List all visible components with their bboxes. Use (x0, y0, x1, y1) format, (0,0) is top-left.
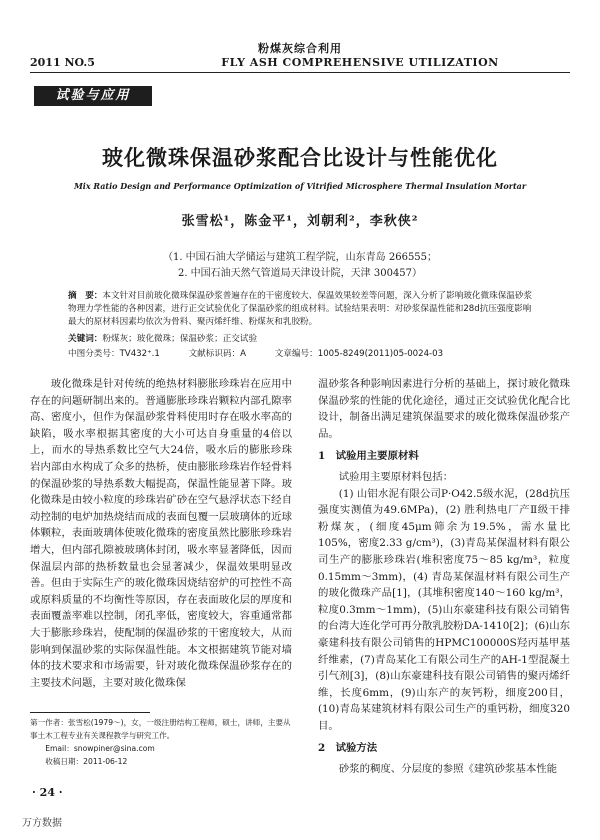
method-paragraph: 砂浆的稠度、分层度的参照《建筑砂浆基本性能 (338, 763, 557, 776)
article-meta (68, 347, 548, 359)
page-number: · 24 · (32, 786, 63, 799)
footnote-email: Email：snowpiner@sina.com (45, 744, 155, 753)
watermark: 万方数据 (22, 818, 62, 829)
section-tag: 试验与应用 (34, 86, 152, 106)
abstract-label: 摘 要： (68, 291, 103, 301)
authors: 张雪松¹，陈金平¹，刘朝利²，李秋侠² (181, 214, 419, 229)
clc-number: 中图分类号：TV432⁺.1 (68, 349, 160, 359)
keywords-text: 粉煤灰；玻化微珠；保温砂浆；正交试验 (102, 334, 258, 344)
keywords-label: 关键词： (68, 334, 103, 344)
materials-list: (1) 山铝水泥有限公司P·O42.5级水泥，(28d抗压强度实测值为49.6MPa)，(2) 胜利热电厂产Ⅱ级干排粉煤灰，(细度45μm筛余为19.5%，需水量比105%，密度2.33 g/cm³)，(3)青岛某保温材料有限公司生产的膨胀珍珠岩(堆积密度75～85 kg/m³，粒度0.15mm～3mm)，(4) 青岛某保温材料有限公司生产的玻化微珠产品[1]，(其堆积密度140～160 kg/m³，粒度0.3mm～1mm)，(5)山东豪建科技有限公司销售的台湾大连化学可再分散乳胶粉DA-1410[2]；(6)山东豪建科技有限公司销售的HPMC100000S羟丙基甲基纤维素，(7)青岛某化工有限公司生产的AH-1型混凝土引气剂[3]，(8)山东豪建科技有限公司销售的聚丙烯纤维，长度6mm，(9)山东产的灰钙粉，细度200目，(10)青岛某建筑材料有限公司生产的重钙粉，细度320目。 (318, 487, 570, 732)
footnote-received: 收稿日期：2011-06-12 (45, 757, 128, 766)
journal-title-cn: 粉煤灰综合利用 (258, 42, 342, 55)
intro-paragraph: 玻化微珠是针对传统的绝热材料膨胀珍珠岩在应用中存在的问题研制出来的。普通膨胀珍珠岩颗粒内部孔隙率高、密度小，但作为保温砂浆骨料使用时存在吸水率高的缺陷，吸水率根据其密度的大小可达自身重量的4倍以上，而水的导热系数比空气大24倍，吸水后的膨胀珍珠岩内部由水构成了众多的热桥，使由膨胀珍珠岩作轻骨料的保温砂浆的导热系数大幅提高，保温性能显著下降。玻化微珠是由较小粒度的珍珠岩矿砂在空气悬浮状态下经自动控制的电炉加热烧结而成的表面包覆一层玻璃体的近球体颗粒，表面玻璃体使玻化微珠的密度虽然比膨胀珍珠岩增大，但内部孔隙被玻璃体封闭，吸水率显著降低，因而保温层内部的热桥数量也会显著减少，保温效果明显改善。但由于实际生产的玻化微珠因烧结窑炉的可控性不高或原料质量的不均衡性等原因，存在表面玻化层的厚度和表面覆盖率难以控制，闭孔率低，密度较大，容重通常都大于膨胀珍珠岩，使配制的保温砂浆的干密度较大，从而影响到保温砂浆的实际保温性能。本文根据建筑节能对墙体的技术要求和市场需要，针对玻化微珠保温砂浆存在的主要技术问题，主要对玻化微珠保 (30, 378, 292, 689)
left-column (30, 376, 292, 691)
section-1-heading: 1 试验用主要原材料 (318, 450, 419, 463)
journal-title-en: FLY ASH COMPREHENSIVE UTILIZATION (221, 56, 499, 69)
section-2-heading: 2 试验方法 (318, 742, 378, 755)
right-column (318, 376, 570, 778)
header-rule (30, 72, 570, 73)
keywords (68, 332, 538, 344)
paper-title-en: Mix Ratio Design and Performance Optimization of Vitrified Microsphere Thermal Insulation Mortar (73, 181, 527, 191)
issue-number: 2011 NO.5 (30, 56, 95, 69)
abstract (68, 290, 538, 329)
footnote-rule (30, 712, 150, 713)
affiliation-1: （1. 中国石油大学储运与建筑工程学院，山东青岛 266555； (162, 252, 438, 263)
affiliation-2: 2. 中国石油天然气管道局天津设计院，天津 300457） (177, 268, 423, 279)
paper-title-cn: 玻化微珠保温砂浆配合比设计与性能优化 (102, 145, 498, 170)
document-code: 文献标识码：A (188, 349, 247, 359)
intro-continued: 温砂浆各种影响因素进行分析的基础上，探讨玻化微珠保温砂浆的性能的优化途径，通过正交试验优化配合比设计，制备出满足建筑保温要求的玻化微珠保温砂浆产品。 (318, 378, 570, 440)
footnote (30, 716, 298, 768)
materials-lead: 试验用主要原材料包括： (338, 470, 454, 483)
abstract-text: 本文针对目前玻化微珠保温砂浆普遍存在的干密度较大、保温效果较差等问题，深入分析了影响玻化微珠保温砂浆物理力学性能的各种因素，进行正交试验优化了保温砂浆的组成材料。试验结果表明：对砂浆保温性能和28d抗压强度影响最大的原材料因素均依次为骨料、聚丙烯纤维、粉煤灰和乳胶粉。 (68, 291, 533, 327)
footnote-author: 第一作者：张雪松(1979～)，女，一级注册结构工程师，硕士，讲师，主要从事土木工程专业有关课程教学与研究工作。 (30, 718, 291, 740)
article-number: 文章编号：1005-8249(2011)05-0024-03 (274, 349, 444, 359)
